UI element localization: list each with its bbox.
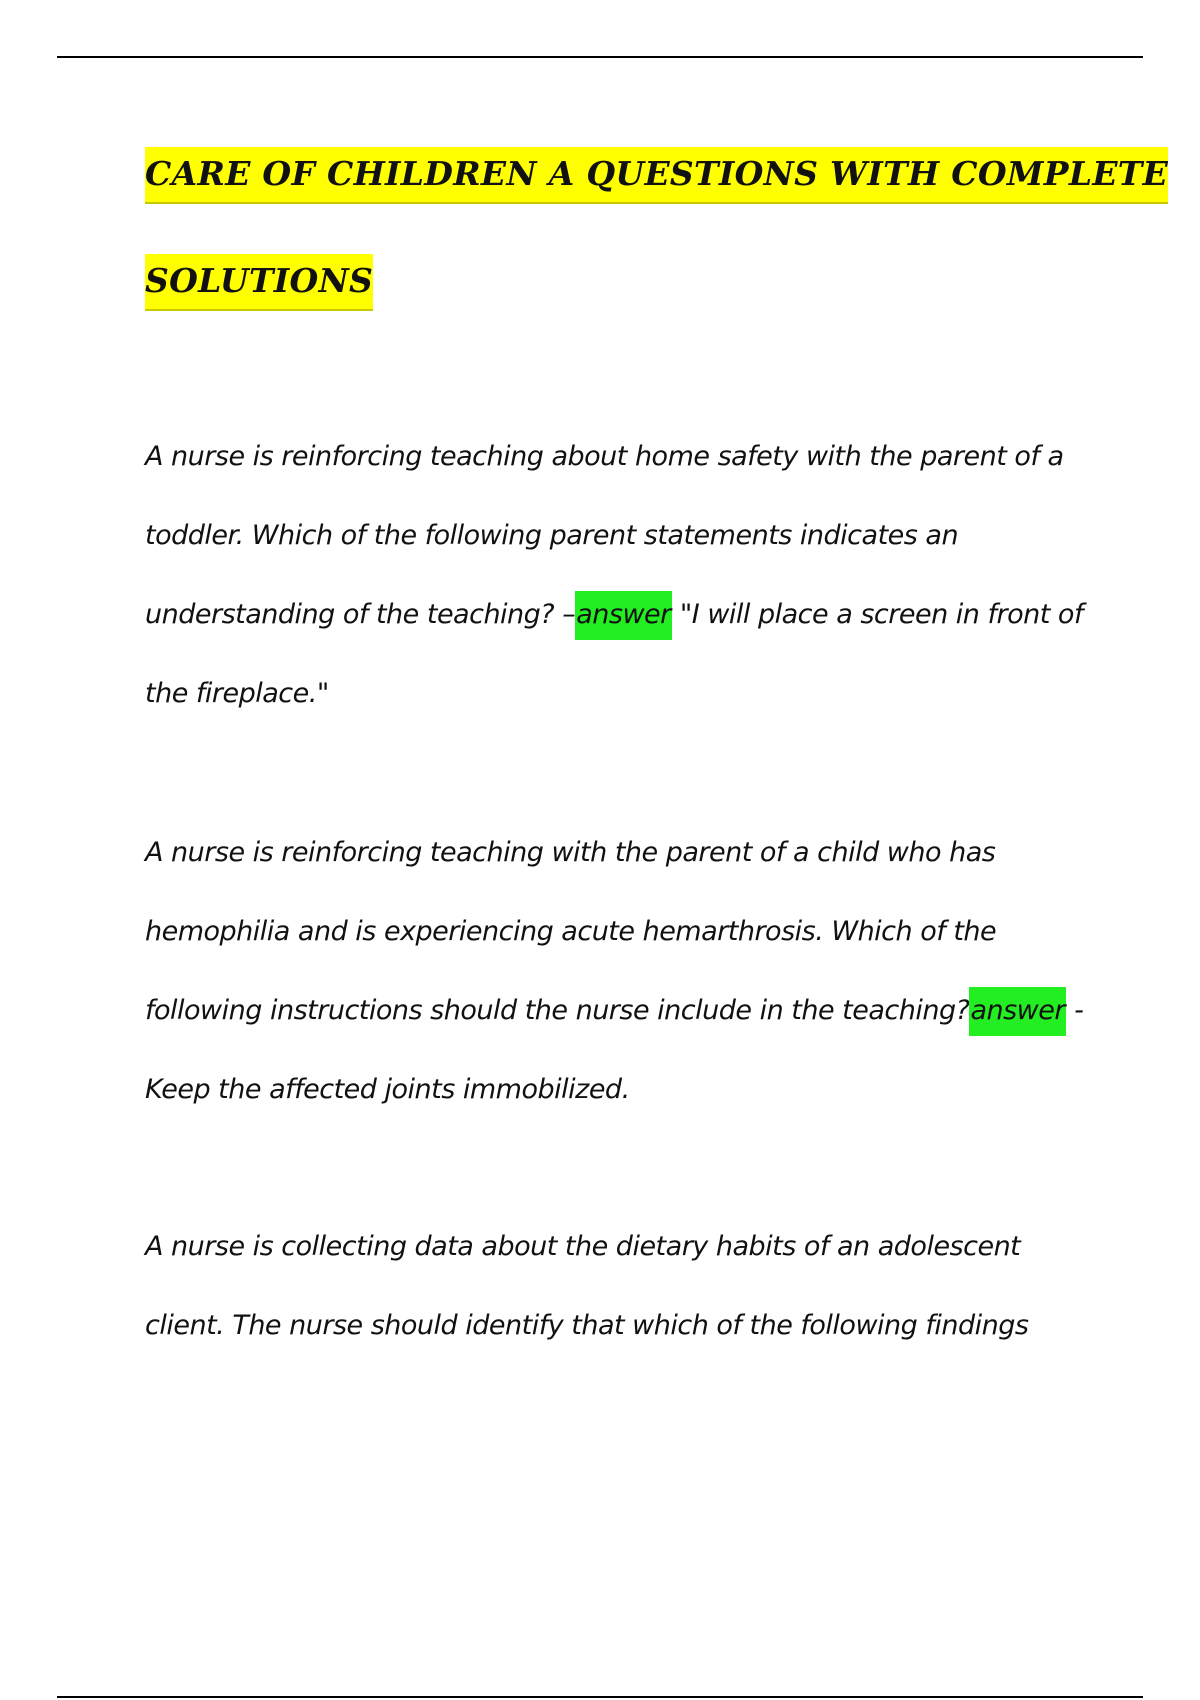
question-text: A nurse is collecting data about the dietary habits of an adolescent client. The nurse should identify that which of the following findings — [145, 1231, 1029, 1341]
qa-item-1 — [145, 417, 1105, 733]
answer-text: Keep the affected joints immobilized. — [145, 1074, 630, 1105]
answer-text: "I will place a screen in front of the fireplace." — [145, 599, 1083, 709]
answer-label: answer — [575, 591, 672, 640]
question-text: A nurse is reinforcing teaching about home safety with the parent of a toddler. Which of the following parent statements indicates an understanding of the teaching? — [145, 441, 1064, 630]
answer-separator: - — [1065, 995, 1084, 1026]
title-highlight: SOLUTIONS — [145, 254, 373, 309]
qa-item-3 — [145, 1207, 1105, 1365]
answer-label: answer — [969, 987, 1066, 1036]
title-highlight: CARE OF CHILDREN A QUESTIONS WITH COMPLETE — [145, 147, 1168, 202]
question-text: A nurse is reinforcing teaching with the parent of a child who has hemophilia and is experiencing acute hemarthrosis. Which of the following instructions should the nurse include in the teaching? — [145, 837, 997, 1026]
qa-item-2 — [145, 813, 1105, 1129]
document-title-line-1 — [145, 154, 1169, 193]
top-divider — [57, 56, 1143, 58]
bottom-divider — [57, 1696, 1143, 1698]
answer-separator: – — [562, 599, 576, 630]
document-title-line-2 — [145, 261, 374, 300]
